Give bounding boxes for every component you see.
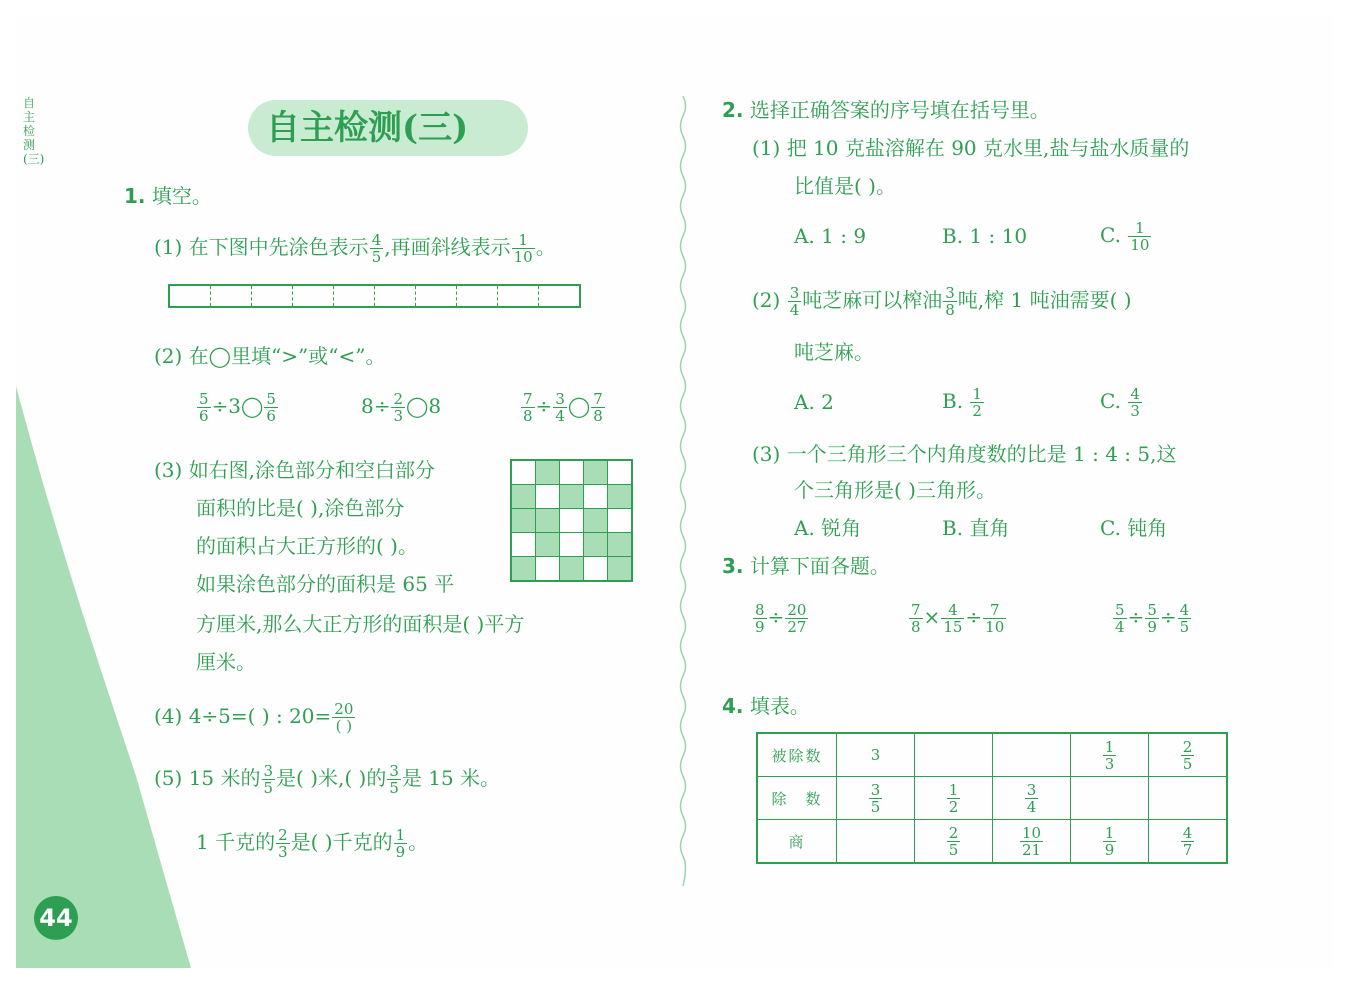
q1-part3-line3: 的面积占大正方形的( )。	[196, 534, 418, 558]
table-row	[757, 777, 1227, 820]
shaded-square-grid	[510, 459, 633, 582]
table-cell	[993, 733, 1071, 777]
q1-part3-line2: 面积的比是( ),涂色部分	[196, 496, 405, 520]
table-cell	[1071, 777, 1149, 820]
q2-sub3-option-c: C. 钝角	[1100, 516, 1168, 540]
row-header: 商	[757, 820, 837, 864]
q2-sub1-option-a: A. 1 : 9	[794, 224, 867, 248]
table-row	[757, 733, 1227, 777]
division-table	[756, 732, 1228, 864]
page-decoration	[16, 16, 216, 968]
q2-sub3-option-a: A. 锐角	[794, 516, 862, 540]
calc-expr-1: $\frac{8}{9}$ ÷ $\frac{20}{27}$	[755, 601, 807, 636]
table-row	[757, 820, 1227, 864]
q2-sub1-option-c: C. $\frac{1}{10}$	[1100, 219, 1150, 254]
q3-heading: 3. 计算下面各题。	[722, 554, 890, 578]
q2-sub1-line2: 比值是( )。	[794, 174, 896, 198]
side-label: 自主检测(三)	[23, 96, 45, 166]
compare-expr-1: $\frac{5}{6}$ ÷3◯ $\frac{5}{6}$	[199, 390, 276, 425]
fraction-bar	[168, 284, 581, 308]
row-header: 除 数	[757, 777, 837, 820]
calc-expr-2: $\frac{7}{8}$ × $\frac{4}{15}$ ÷ $\frac{7}{10}$	[911, 601, 1005, 636]
table-cell: $\frac{1}{3}$	[1071, 733, 1149, 777]
compare-expr-2: 8÷ $\frac{2}{3}$ ◯8	[361, 390, 442, 425]
q2-sub2-option-a: A. 2	[794, 390, 834, 414]
q1-part3-line1: (3) 如右图,涂色部分和空白部分	[154, 458, 436, 482]
q1-part3-line5: 方厘米,那么大正方形的面积是( )平方	[196, 612, 525, 636]
row-header: 被除数	[757, 733, 837, 777]
q1-part3-line4: 如果涂色部分的面积是 65 平	[196, 572, 455, 596]
workbook-page	[16, 16, 1334, 968]
q4-heading: 4. 填表。	[722, 694, 810, 718]
q2-sub3-line2: 个三角形是( )三角形。	[794, 478, 996, 502]
table-cell	[915, 733, 993, 777]
table-cell: $\frac{4}{7}$	[1149, 820, 1228, 864]
table-cell: $\frac{1}{9}$	[1071, 820, 1149, 864]
calc-expr-3: $\frac{5}{4}$ ÷ $\frac{5}{9}$ ÷ $\frac{4}{5}$	[1115, 601, 1190, 636]
table-cell: $\frac{3}{4}$	[993, 777, 1071, 820]
center-divider	[676, 96, 690, 886]
q1-part2: (2) 在◯里填“>”或“<”。	[154, 344, 386, 368]
table-cell	[837, 820, 915, 864]
q2-sub1-option-b: B. 1 : 10	[942, 224, 1028, 248]
q1-part3-line6: 厘米。	[196, 650, 256, 674]
table-cell: $\frac{10}{21}$	[993, 820, 1071, 864]
q1-heading: 1. 填空。	[124, 184, 212, 208]
q2-sub2-line2: 吨芝麻。	[794, 340, 874, 364]
q1-part5: (5) 15 米的 $\frac{3}{5}$ 是( )米,( )的 $\frac{3}{5}$ 是 15 米。	[154, 762, 501, 797]
q2-sub2-line1: (2) $\frac{3}{4}$ 吨芝麻可以榨油 $\frac{3}{8}$ 吨,榨 1 吨油需要( )	[752, 284, 1132, 319]
q2-heading: 2. 选择正确答案的序号填在括号里。	[722, 98, 1050, 122]
q2-sub1-line1: (1) 把 10 克盐溶解在 90 克水里,盐与盐水质量的	[752, 136, 1190, 160]
table-cell	[1149, 777, 1228, 820]
q2-sub2-option-b: B. $\frac{1}{2}$	[942, 385, 982, 420]
table-cell: $\frac{1}{2}$	[915, 777, 993, 820]
q1-part6: 1 千克的 $\frac{2}{3}$ 是( )千克的 $\frac{1}{9}$ 。	[196, 826, 429, 861]
q1-part1: (1) 在下图中先涂色表示 $\frac{4}{5}$ ,再画斜线表示 $\frac{1}{10}$ 。	[154, 231, 556, 266]
table-cell: $\frac{2}{5}$	[1149, 733, 1228, 777]
compare-expr-3: $\frac{7}{8}$ ÷ $\frac{3}{4}$ ◯ $\frac{7}{8}$	[523, 390, 603, 425]
table-cell: 3	[837, 733, 915, 777]
table-cell: $\frac{3}{5}$	[837, 777, 915, 820]
q1-part4: (4) 4÷5=( ) : 20= $\frac{20}{( )}$	[154, 700, 354, 735]
q2-sub3-option-b: B. 直角	[942, 516, 1010, 540]
q2-sub2-option-c: C. $\frac{4}{3}$	[1100, 385, 1140, 420]
page-title: 自主检测(三)	[266, 108, 469, 148]
page-number-badge: 44	[34, 896, 78, 940]
q2-sub3-line1: (3) 一个三角形三个内角度数的比是 1 : 4 : 5,这	[752, 442, 1177, 466]
table-cell: $\frac{2}{5}$	[915, 820, 993, 864]
